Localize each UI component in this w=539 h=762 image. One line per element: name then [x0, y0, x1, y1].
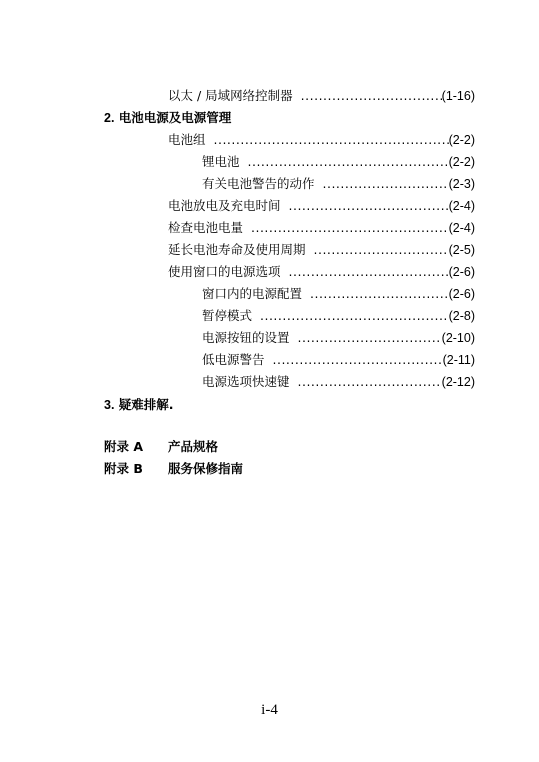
section-heading-3[interactable]	[104, 396, 174, 414]
dot-leader	[310, 285, 449, 303]
toc-entry-page: (2-4)	[448, 199, 475, 213]
toc-entry-lithium-battery[interactable]	[202, 153, 475, 171]
toc-entry-standby-mode[interactable]	[202, 307, 475, 325]
appendix-b[interactable]	[104, 460, 243, 478]
section-heading-text: 电池电源及电源管理	[118, 110, 232, 125]
toc-entry-ethernet-controller[interactable]	[168, 87, 475, 105]
dot-leader	[260, 307, 449, 325]
appendix-label: 附录 B	[104, 461, 143, 476]
dot-leader	[301, 87, 442, 105]
dot-leader	[298, 329, 442, 347]
dot-leader	[214, 131, 449, 149]
page-number: i-4	[261, 702, 278, 718]
toc-entry-title: 以太 / 局域网络控制器	[168, 88, 293, 103]
toc-entry-page: (1-16)	[441, 89, 475, 103]
toc-entry-title: 使用窗口的电源选项	[168, 264, 281, 279]
section-heading-2[interactable]	[104, 109, 231, 127]
toc-entry-title: 窗口内的电源配置	[202, 286, 303, 301]
dot-leader	[251, 219, 449, 237]
dot-leader	[248, 153, 449, 171]
toc-entry-check-battery[interactable]	[168, 219, 475, 237]
toc-entry-power-schemes[interactable]	[202, 285, 475, 303]
toc-entry-page: (2-6)	[448, 287, 475, 301]
toc-entry-title: 有关电池警告的动作	[202, 176, 315, 191]
toc-entry-page: (2-11)	[442, 353, 475, 367]
toc-entry-page: (2-6)	[448, 265, 475, 279]
dot-leader	[289, 263, 449, 281]
dot-leader	[298, 373, 442, 391]
toc-entry-page: (2-10)	[441, 331, 475, 345]
toc-entry-extend-battery-life[interactable]	[168, 241, 475, 259]
section-heading-text: 疑难排解.	[118, 397, 174, 412]
toc-entry-power-button-settings[interactable]	[202, 329, 475, 347]
toc-entry-title: 低电源警告	[202, 352, 265, 367]
toc-entry-windows-power-options[interactable]	[168, 263, 475, 281]
toc-entry-title: 电源按钮的设置	[202, 330, 290, 345]
toc-entry-title: 电源选项快速键	[202, 374, 290, 389]
toc-entry-page: (2-8)	[448, 309, 475, 323]
appendix-title: 产品规格	[168, 439, 219, 454]
toc-entry-charge-time[interactable]	[168, 197, 475, 215]
toc-entry-title: 延长电池寿命及使用周期	[168, 242, 306, 257]
toc-entry-page: (2-3)	[448, 177, 475, 191]
toc-entry-battery-warning[interactable]	[202, 175, 475, 193]
toc-entry-power-hotkeys[interactable]	[202, 373, 475, 391]
section-number: 2.	[104, 111, 115, 125]
section-number: 3.	[104, 398, 115, 412]
dot-leader	[289, 197, 449, 215]
dot-leader	[273, 351, 443, 369]
toc-entry-page: (2-12)	[441, 375, 475, 389]
toc-entry-page: (2-2)	[448, 133, 475, 147]
toc-entry-page: (2-4)	[448, 221, 475, 235]
appendix-a[interactable]	[104, 438, 218, 456]
toc-entry-page: (2-2)	[448, 155, 475, 169]
toc-entry-low-power-warning[interactable]	[202, 351, 475, 369]
dot-leader	[323, 175, 449, 193]
toc-entry-battery-pack[interactable]	[168, 131, 475, 149]
toc-entry-title: 电池组	[168, 132, 206, 147]
toc-entry-title: 锂电池	[202, 154, 240, 169]
toc-entry-title: 检查电池电量	[168, 220, 244, 235]
appendix-label: 附录 A	[104, 439, 144, 454]
toc-entry-title: 暂停模式	[202, 308, 253, 323]
dot-leader	[314, 241, 449, 259]
appendix-title: 服务保修指南	[168, 461, 244, 476]
toc-entry-title: 电池放电及充电时间	[168, 198, 281, 213]
toc-entry-page: (2-5)	[448, 243, 475, 257]
